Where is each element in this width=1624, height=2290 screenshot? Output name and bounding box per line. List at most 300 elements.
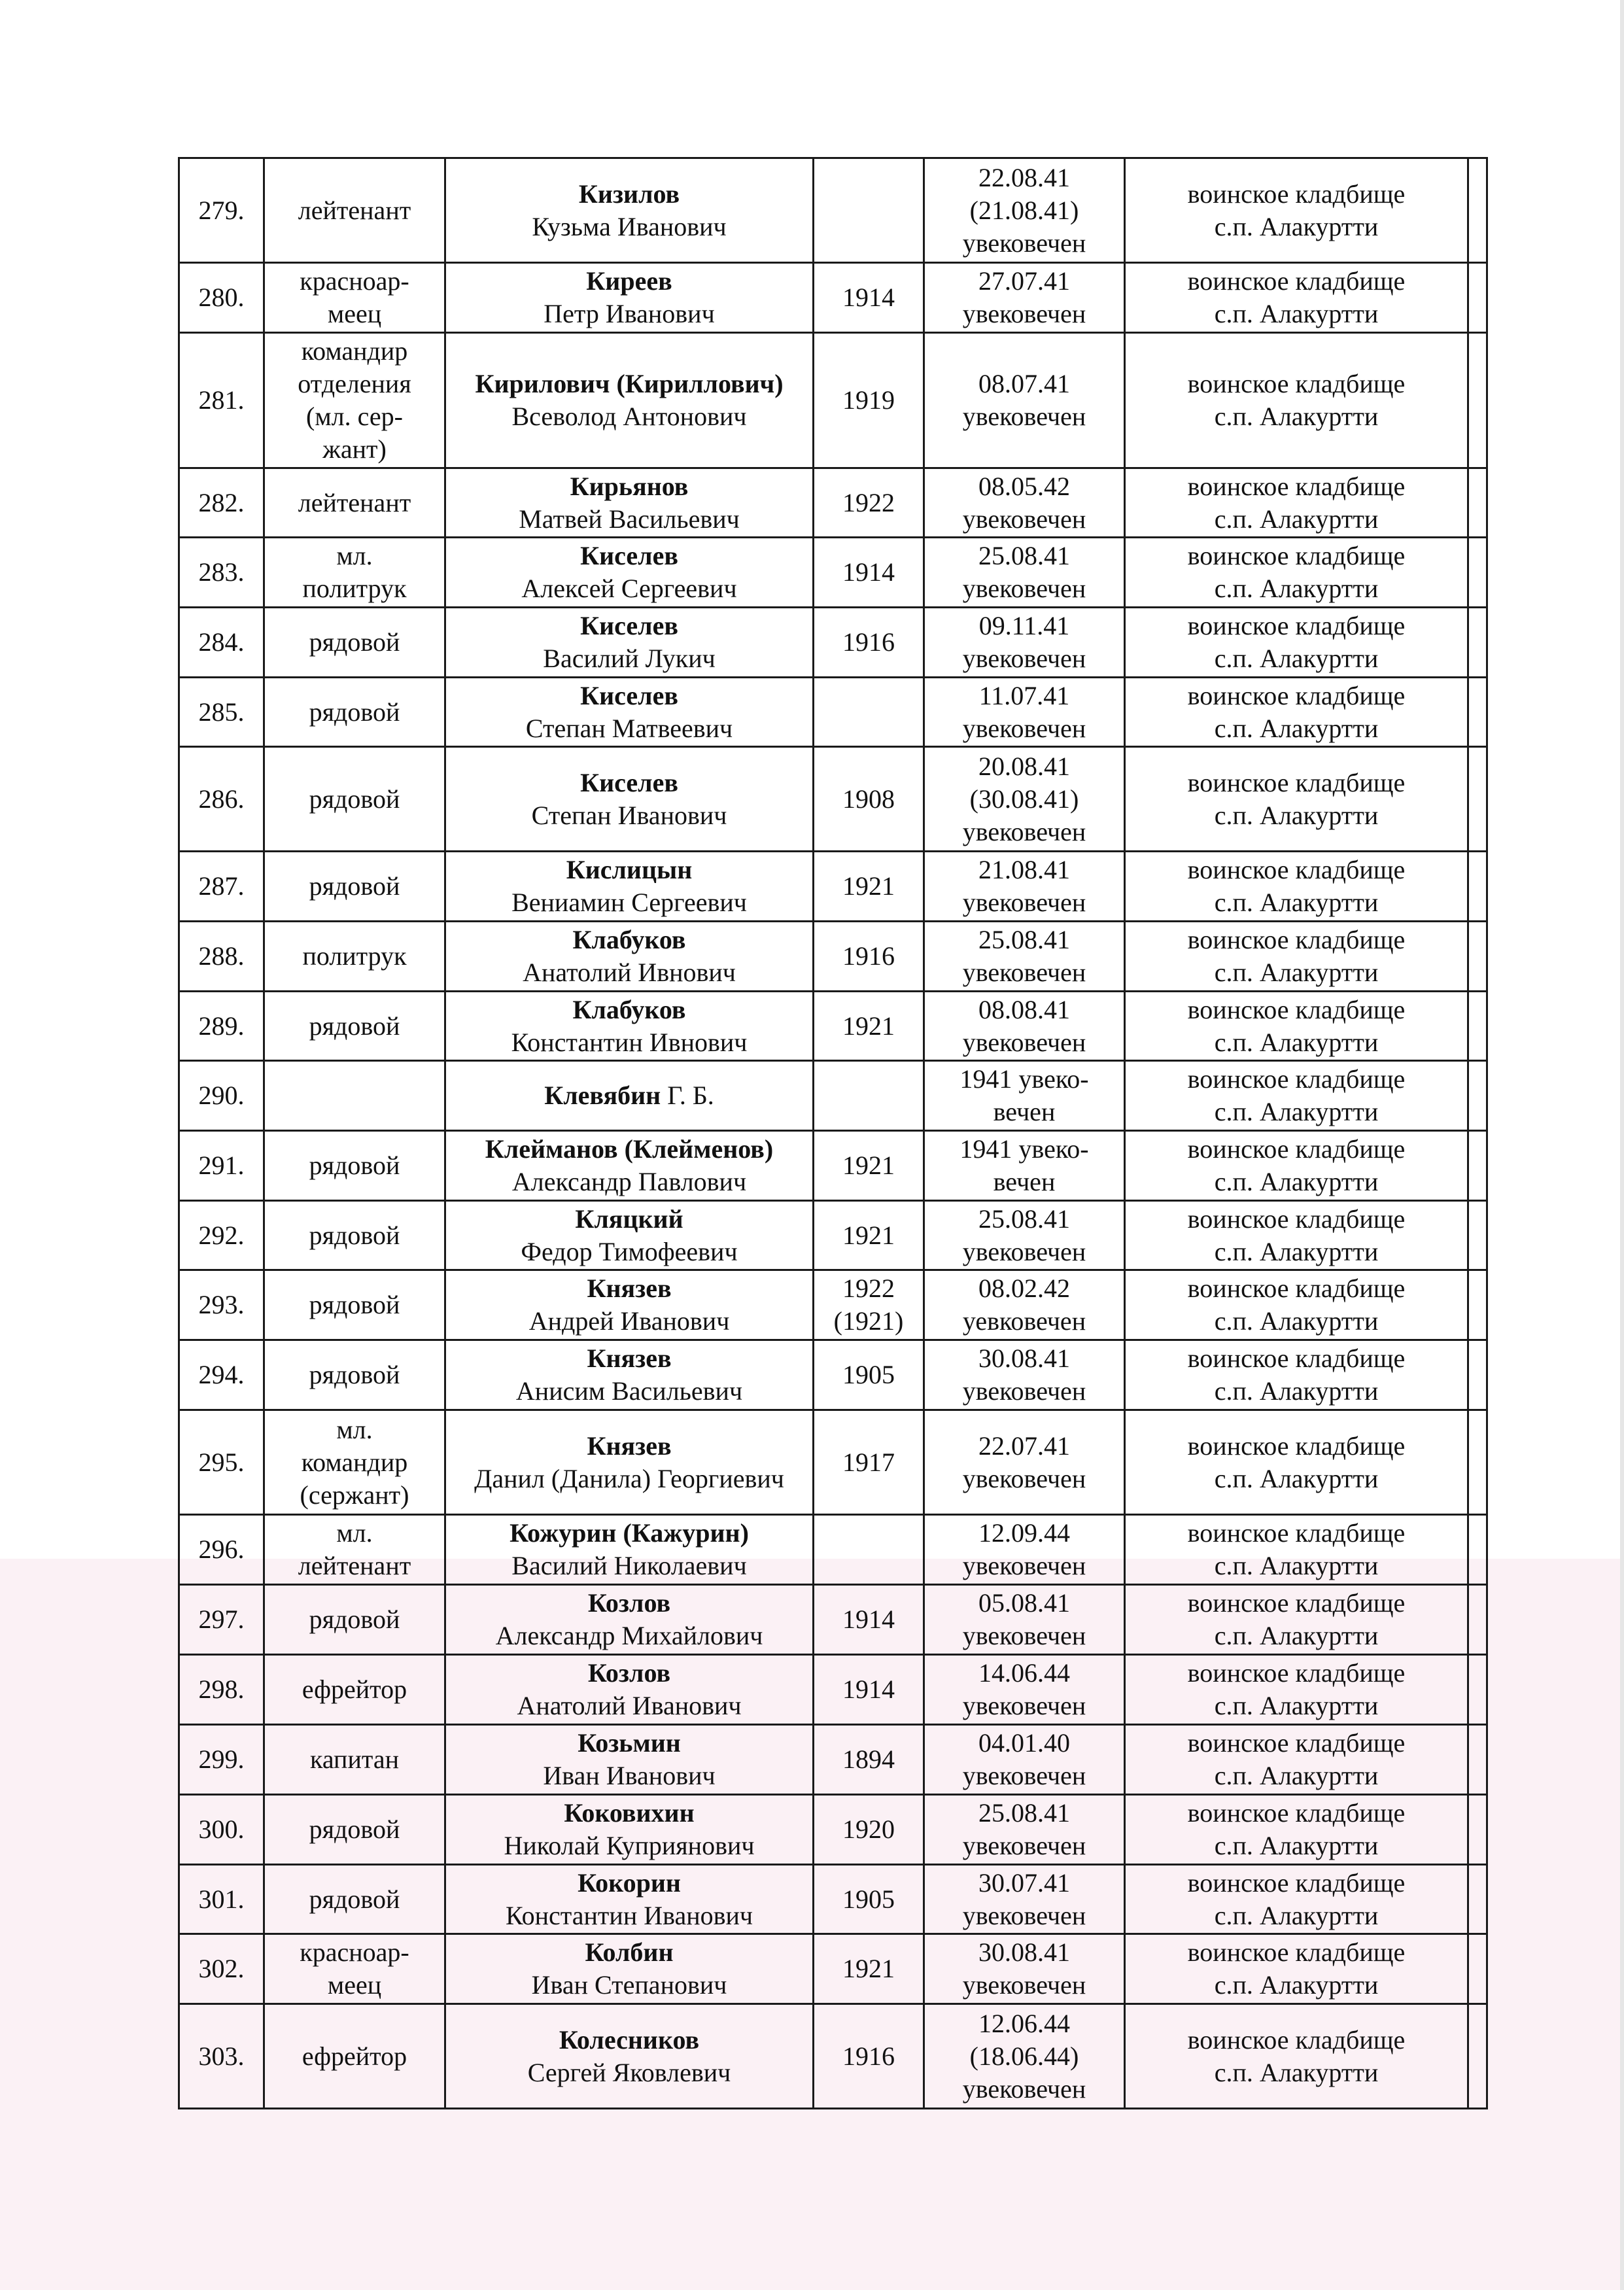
death-date-cell (924, 747, 1125, 852)
rank-line: (сержант) (300, 1480, 409, 1510)
death-date-cell (924, 852, 1125, 922)
surname: Киселев (580, 767, 678, 797)
burial-place-cell (1125, 158, 1468, 263)
surname: Колбин (585, 1937, 674, 1967)
death-date-cell (924, 1061, 1125, 1131)
burial-place-cell (1125, 1934, 1468, 2004)
name-cell (445, 1270, 814, 1340)
rank-cell (264, 852, 445, 922)
rank-line: жант) (322, 434, 387, 464)
given-name: Всеволод Антонович (511, 402, 747, 431)
birth-year: 1905 (842, 1884, 895, 1914)
record-number: 287. (179, 852, 264, 922)
date-line: 20.08.41 (978, 751, 1070, 781)
date-line: увековечен (962, 1236, 1086, 1266)
table-row (179, 538, 1487, 608)
burial-line: воинское кладбище (1187, 1658, 1406, 1688)
burial-place-cell (1125, 992, 1468, 1061)
given-name: Константин Ивнович (511, 1027, 748, 1057)
date-line: 12.09.44 (978, 1518, 1070, 1548)
rank-line: рядовой (309, 1814, 400, 1844)
date-line: 25.08.41 (978, 925, 1070, 954)
record-number: 279. (179, 158, 264, 263)
record-number: 293. (179, 1270, 264, 1340)
date-line: уевковечен (962, 1306, 1086, 1336)
burial-line: с.п. Алакуртти (1214, 888, 1379, 917)
burial-line: с.п. Алакуртти (1214, 574, 1379, 603)
record-number: 294. (179, 1340, 264, 1410)
burial-line: с.п. Алакуртти (1214, 1691, 1379, 1720)
given-name: Сергей Яковлевич (527, 2057, 731, 2087)
death-date-cell (924, 1410, 1125, 1515)
date-line: 30.08.41 (978, 1344, 1070, 1373)
date-line: увековечен (962, 299, 1086, 328)
date-line: (30.08.41) (969, 784, 1079, 814)
table-row (179, 1934, 1487, 2004)
date-line: 30.08.41 (978, 1937, 1070, 1967)
rank-line: рядовой (309, 784, 400, 814)
rank-cell (264, 1201, 445, 1270)
table-row (179, 1201, 1487, 1270)
rank-line: мл. (336, 1414, 373, 1444)
table-row (179, 678, 1487, 747)
date-line: увековечен (962, 1376, 1086, 1406)
birth-year: 1914 (842, 1605, 895, 1634)
name-cell (445, 158, 814, 263)
date-line: увековечен (962, 1027, 1086, 1057)
date-line: увековечен (962, 574, 1086, 603)
birth-year-cell (814, 1061, 924, 1131)
surname: Кожурин (Кажурин) (510, 1518, 749, 1548)
rank-line: рядовой (309, 871, 400, 901)
rank-cell (264, 678, 445, 747)
rank-line: рядовой (309, 627, 400, 657)
notes-cell (1468, 1061, 1487, 1131)
birth-year-cell (814, 158, 924, 263)
name-cell (445, 747, 814, 852)
given-name: Кузьма Иванович (532, 211, 727, 241)
date-line: увековечен (962, 1970, 1086, 2000)
record-number: 286. (179, 747, 264, 852)
burial-line: с.п. Алакуртти (1214, 1097, 1379, 1126)
burial-place-cell (1125, 1515, 1468, 1585)
burial-line: воинское кладбище (1187, 541, 1406, 570)
scan-edge (1620, 0, 1624, 2290)
given-name: Александр Павлович (511, 1167, 747, 1196)
table-row (179, 992, 1487, 1061)
birth-year-cell (814, 468, 924, 538)
name-cell (445, 1410, 814, 1515)
burial-place-cell (1125, 1131, 1468, 1201)
date-line: вечен (993, 1097, 1056, 1126)
birth-year: 1916 (842, 627, 895, 657)
notes-cell (1468, 158, 1487, 263)
date-line: 08.08.41 (978, 994, 1070, 1024)
death-date-cell (924, 1515, 1125, 1585)
birth-year-cell (814, 1655, 924, 1725)
name-cell (445, 1131, 814, 1201)
burial-line: с.п. Алакуртти (1214, 644, 1379, 673)
notes-cell (1468, 1131, 1487, 1201)
date-line: 11.07.41 (978, 680, 1070, 710)
rank-line: рядовой (309, 1290, 400, 1319)
notes-cell (1468, 1270, 1487, 1340)
rank-line: лейтенант (298, 1551, 411, 1580)
notes-cell (1468, 538, 1487, 608)
birth-year: 1921 (842, 1954, 895, 1983)
burial-place-cell (1125, 1270, 1468, 1340)
given-name: Анисим Васильевич (515, 1376, 743, 1406)
record-number: 285. (179, 678, 264, 747)
birth-year-cell (814, 333, 924, 468)
birth-year: 1921 (842, 871, 895, 901)
record-number: 295. (179, 1410, 264, 1515)
rank-cell (264, 1725, 445, 1795)
record-number: 297. (179, 1585, 264, 1655)
date-line: увековечен (962, 504, 1086, 534)
record-number: 280. (179, 263, 264, 333)
record-number: 289. (179, 992, 264, 1061)
given-name: Николай Куприянович (504, 1831, 755, 1860)
date-line: увековечен (962, 1621, 1086, 1650)
table-row (179, 1131, 1487, 1201)
burial-line: воинское кладбище (1187, 1728, 1406, 1758)
rank-cell (264, 1061, 445, 1131)
surname: Козлов (587, 1658, 671, 1688)
given-name: Василий Николаевич (511, 1551, 747, 1580)
burial-line: с.п. Алакуртти (1214, 1027, 1379, 1057)
birth-year-cell (814, 1515, 924, 1585)
date-line: вечен (993, 1167, 1056, 1196)
date-line: 22.08.41 (978, 162, 1070, 192)
surname: Козьмин (578, 1728, 681, 1758)
burial-place-cell (1125, 1865, 1468, 1934)
birth-year: (1921) (833, 1306, 904, 1336)
rank-line: меец (327, 299, 382, 328)
given-name: Андрей Иванович (528, 1306, 730, 1336)
birth-year-cell (814, 263, 924, 333)
rank-cell (264, 608, 445, 678)
date-line: 08.02.42 (978, 1274, 1070, 1303)
death-date-cell (924, 1655, 1125, 1725)
given-name: Иван Иванович (543, 1761, 716, 1790)
burial-line: с.п. Алакуртти (1214, 504, 1379, 534)
name-cell (445, 678, 814, 747)
table-row (179, 608, 1487, 678)
given-name: Константин Иванович (505, 1900, 753, 1930)
date-line: 25.08.41 (978, 1204, 1070, 1234)
name-cell (445, 333, 814, 468)
death-date-cell (924, 922, 1125, 992)
date-line: увековечен (962, 1900, 1086, 1930)
notes-cell (1468, 747, 1487, 852)
date-line: увековечен (962, 958, 1086, 987)
date-line: увековечен (962, 816, 1086, 846)
given-name: Александр Михайлович (495, 1621, 763, 1650)
death-date-cell (924, 538, 1125, 608)
burial-line: воинское кладбище (1187, 1134, 1406, 1164)
date-line: 05.08.41 (978, 1588, 1070, 1618)
notes-cell (1468, 1410, 1487, 1515)
burial-line: с.п. Алакуртти (1214, 1236, 1379, 1266)
surname: Колесников (559, 2024, 700, 2055)
burial-line: с.п. Алакуртти (1214, 1376, 1379, 1406)
rank-line: рядовой (309, 1884, 400, 1914)
surname: Козлов (587, 1588, 671, 1618)
death-date-cell (924, 678, 1125, 747)
death-date-cell (924, 263, 1125, 333)
burial-line: воинское кладбище (1187, 1431, 1406, 1461)
name-cell (445, 1201, 814, 1270)
burial-line: с.п. Алакуртти (1214, 1463, 1379, 1493)
burial-line: с.п. Алакуртти (1214, 958, 1379, 987)
name-cell (445, 1061, 814, 1131)
birth-year: 1905 (842, 1360, 895, 1389)
rank-cell (264, 1410, 445, 1515)
burial-place-cell (1125, 1585, 1468, 1655)
surname: Кирилович (Кириллович) (475, 369, 784, 398)
burial-place-cell (1125, 1410, 1468, 1515)
rank-cell (264, 333, 445, 468)
burial-line: воинское кладбище (1187, 266, 1406, 296)
record-number: 284. (179, 608, 264, 678)
birth-year-cell (814, 1131, 924, 1201)
death-date-cell (924, 992, 1125, 1061)
birth-year-cell (814, 1725, 924, 1795)
surname: Кислицын (566, 855, 693, 884)
given-name: Федор Тимофеевич (521, 1236, 738, 1266)
death-date-cell (924, 1865, 1125, 1934)
death-date-cell (924, 608, 1125, 678)
burial-place-cell (1125, 1201, 1468, 1270)
burial-line: воинское кладбище (1187, 1518, 1406, 1548)
notes-cell (1468, 852, 1487, 922)
record-number: 300. (179, 1795, 264, 1865)
given-name: Иван Степанович (531, 1970, 727, 2000)
surname: Клабуков (572, 994, 686, 1024)
given-name: Василий Лукич (543, 644, 716, 673)
burial-line: воинское кладбище (1187, 1937, 1406, 1967)
burial-place-cell (1125, 2004, 1468, 2109)
burial-line: воинское кладбище (1187, 369, 1406, 398)
burial-place-cell (1125, 852, 1468, 922)
birth-year: 1894 (842, 1744, 895, 1774)
record-number: 281. (179, 333, 264, 468)
birth-year: 1916 (842, 2041, 895, 2071)
rank-cell (264, 1131, 445, 1201)
table-row (179, 333, 1487, 468)
date-line: увековечен (962, 888, 1086, 917)
rank-line: лейтенант (298, 195, 411, 225)
table-row (179, 1655, 1487, 1725)
burial-line: с.п. Алакуртти (1214, 1970, 1379, 2000)
surname: Клейманов (Клейменов) (485, 1134, 774, 1164)
date-line: 04.01.40 (978, 1728, 1070, 1758)
table-row (179, 158, 1487, 263)
date-line: 27.07.41 (978, 266, 1070, 296)
notes-cell (1468, 608, 1487, 678)
rank-cell (264, 1865, 445, 1934)
notes-cell (1468, 1934, 1487, 2004)
record-number: 299. (179, 1725, 264, 1795)
burial-registry-table (178, 157, 1488, 2109)
surname: Клевябин (544, 1081, 661, 1110)
rank-line: ефрейтор (302, 1674, 407, 1704)
name-cell (445, 1934, 814, 2004)
burial-line: воинское кладбище (1187, 2024, 1406, 2055)
birth-year: 1908 (842, 784, 895, 814)
notes-cell (1468, 1515, 1487, 1585)
date-line: 21.08.41 (978, 855, 1070, 884)
notes-cell (1468, 1725, 1487, 1795)
notes-cell (1468, 1585, 1487, 1655)
birth-year-cell (814, 747, 924, 852)
record-number: 283. (179, 538, 264, 608)
burial-line: воинское кладбище (1187, 1798, 1406, 1828)
birth-year-cell (814, 678, 924, 747)
rank-cell (264, 468, 445, 538)
burial-line: воинское кладбище (1187, 1867, 1406, 1898)
birth-year: 1919 (842, 385, 895, 415)
burial-place-cell (1125, 922, 1468, 992)
burial-line: с.п. Алакуртти (1214, 1621, 1379, 1650)
rank-line: рядовой (309, 1605, 400, 1634)
death-date-cell (924, 1131, 1125, 1201)
birth-year: 1921 (842, 1151, 895, 1180)
name-cell (445, 1795, 814, 1865)
surname: Князев (587, 1344, 672, 1373)
rank-cell (264, 992, 445, 1061)
table-row (179, 263, 1487, 333)
rank-line: отделения (298, 369, 411, 398)
date-line: увековечен (962, 713, 1086, 743)
surname: Кизилов (578, 179, 680, 209)
burial-place-cell (1125, 1061, 1468, 1131)
burial-line: с.п. Алакуртти (1214, 1551, 1379, 1580)
table-row (179, 922, 1487, 992)
name-cell (445, 2004, 814, 2109)
birth-year-cell (814, 2004, 924, 2109)
date-line: увековечен (962, 1551, 1086, 1580)
burial-place-cell (1125, 1655, 1468, 1725)
date-line: 12.06.44 (978, 2008, 1070, 2038)
name-cell (445, 1515, 814, 1585)
given-name: Г. Б. (667, 1081, 714, 1110)
birth-year: 1922 (842, 487, 895, 517)
burial-place-cell (1125, 608, 1468, 678)
date-line: увековечен (962, 228, 1086, 258)
birth-year-cell (814, 1270, 924, 1340)
birth-year-cell (814, 608, 924, 678)
rank-cell (264, 1795, 445, 1865)
notes-cell (1468, 992, 1487, 1061)
notes-cell (1468, 1865, 1487, 1934)
death-date-cell (924, 2004, 1125, 2109)
date-line: 25.08.41 (978, 1798, 1070, 1828)
given-name: Анатолий Иванович (517, 1691, 742, 1720)
date-line: 14.06.44 (978, 1658, 1070, 1688)
burial-line: воинское кладбище (1187, 1204, 1406, 1234)
rank-cell (264, 263, 445, 333)
date-line: увековечен (962, 644, 1086, 673)
burial-place-cell (1125, 747, 1468, 852)
surname: Кирьянов (570, 471, 689, 501)
date-line: 08.05.42 (978, 471, 1070, 501)
given-name: Алексей Сергеевич (521, 574, 737, 603)
date-line: 1941 увеко- (959, 1134, 1089, 1164)
burial-line: с.п. Алакуртти (1214, 1900, 1379, 1930)
given-name: Данил (Данила) Георгиевич (474, 1463, 784, 1493)
rank-cell (264, 1270, 445, 1340)
death-date-cell (924, 1725, 1125, 1795)
burial-line: воинское кладбище (1187, 1064, 1406, 1094)
rank-cell (264, 1585, 445, 1655)
birth-year-cell (814, 1201, 924, 1270)
notes-cell (1468, 1201, 1487, 1270)
name-cell (445, 852, 814, 922)
given-name: Петр Иванович (544, 299, 715, 328)
rank-cell (264, 538, 445, 608)
name-cell (445, 992, 814, 1061)
date-line: увековечен (962, 1463, 1086, 1493)
birth-year: 1917 (842, 1447, 895, 1477)
birth-year: 1914 (842, 557, 895, 587)
death-date-cell (924, 158, 1125, 263)
table-row (179, 1340, 1487, 1410)
burial-line: с.п. Алакуртти (1214, 1831, 1379, 1860)
rank-line: рядовой (309, 1011, 400, 1041)
burial-place-cell (1125, 333, 1468, 468)
birth-year: 1916 (842, 941, 895, 971)
surname: Князев (587, 1274, 672, 1303)
birth-year: 1921 (842, 1220, 895, 1250)
given-name: Степан Иванович (531, 800, 727, 830)
table-row (179, 747, 1487, 852)
name-cell (445, 1725, 814, 1795)
date-line: 22.07.41 (978, 1431, 1070, 1461)
death-date-cell (924, 333, 1125, 468)
record-number: 290. (179, 1061, 264, 1131)
burial-line: с.п. Алакуртти (1214, 713, 1379, 743)
notes-cell (1468, 1795, 1487, 1865)
death-date-cell (924, 1340, 1125, 1410)
notes-cell (1468, 333, 1487, 468)
record-number: 301. (179, 1865, 264, 1934)
burial-line: воинское кладбище (1187, 611, 1406, 640)
notes-cell (1468, 1340, 1487, 1410)
name-cell (445, 468, 814, 538)
record-number: 288. (179, 922, 264, 992)
burial-line: воинское кладбище (1187, 680, 1406, 710)
birth-year-cell (814, 852, 924, 922)
death-date-cell (924, 1795, 1125, 1865)
burial-line: воинское кладбище (1187, 855, 1406, 884)
burial-place-cell (1125, 1340, 1468, 1410)
date-line: 1941 увеко- (959, 1064, 1089, 1094)
burial-line: с.п. Алакуртти (1214, 2057, 1379, 2087)
date-line: увековечен (962, 1761, 1086, 1790)
date-line: (18.06.44) (969, 2041, 1079, 2071)
death-date-cell (924, 1201, 1125, 1270)
birth-year: 1922 (842, 1274, 895, 1303)
birth-year: 1914 (842, 1674, 895, 1704)
table-row (179, 1061, 1487, 1131)
table-row (179, 1515, 1487, 1585)
birth-year-cell (814, 1934, 924, 2004)
rank-cell (264, 158, 445, 263)
name-cell (445, 1865, 814, 1934)
table-row (179, 1865, 1487, 1934)
